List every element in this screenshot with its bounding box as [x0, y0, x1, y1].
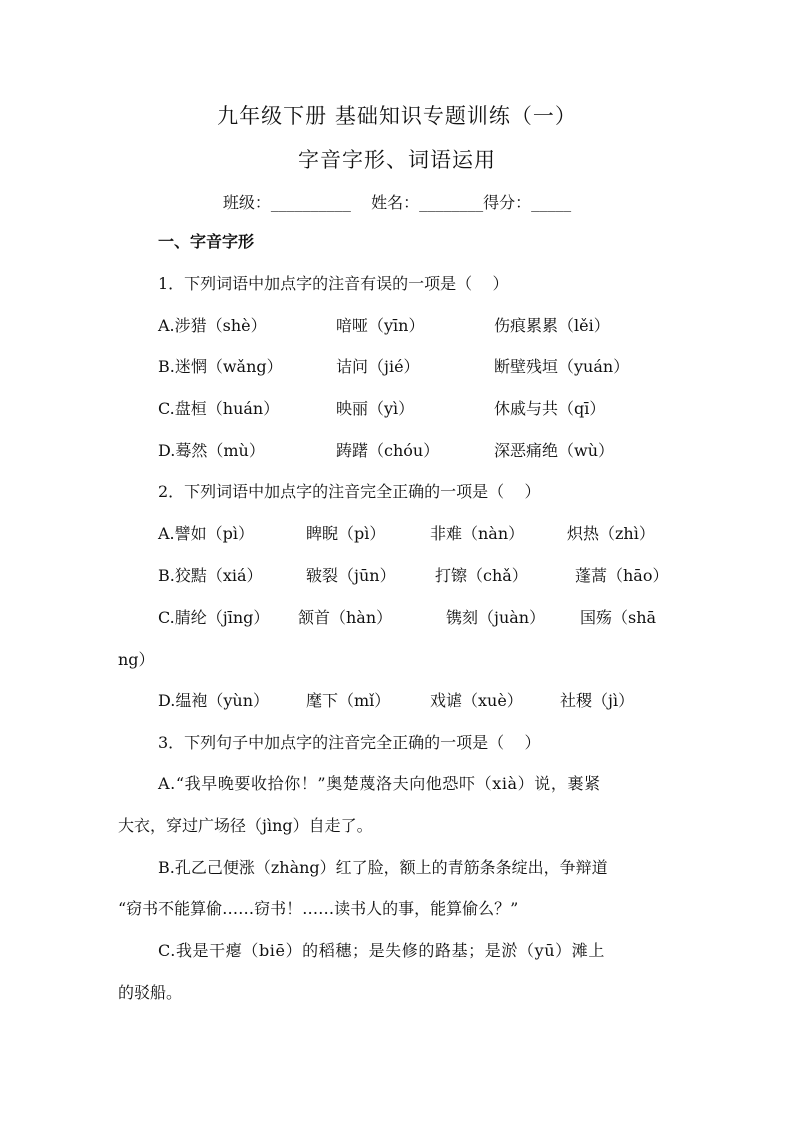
q2-option-b-1: B.狡黠（xiá）: [158, 566, 263, 585]
q2-option-a-4: 炽热（zhì）: [567, 524, 655, 543]
q2-option-d-4: 社稷（jì）: [560, 691, 635, 710]
q1-option-d-1: D.蓦然（mù）: [158, 441, 265, 460]
worksheet-subtitle: 字音字形、词语运用: [298, 148, 496, 172]
q1-option-d-3: 深恶痛绝（wù）: [494, 441, 615, 460]
question-3-stem: 3．下列句子中加点字的注音完全正确的一项是（ ）: [158, 733, 541, 752]
q3-option-a-line-2: 大衣，穿过广场径（jìng）自走了。: [118, 816, 373, 835]
q2-option-d-3: 戏谑（xuè）: [430, 691, 523, 710]
q2-option-c-1: C.腈纶（jīng）: [158, 608, 270, 627]
q2-option-c-2: 颔首（hàn）: [298, 608, 393, 627]
q2-option-a-3: 非难（nàn）: [430, 524, 525, 543]
q1-option-c-3: 休戚与共（qī）: [494, 399, 606, 418]
q2-option-b-4: 蓬蒿（hāo）: [575, 566, 669, 585]
q1-option-c-2: 映丽（yì）: [336, 399, 415, 418]
q1-option-d-2: 踌躇（chóu）: [336, 441, 440, 460]
q1-option-a-1: A.涉猎（shè）: [158, 316, 267, 335]
q2-option-c-wrap: ng）: [118, 650, 155, 669]
student-info-line: 班级：__________ 姓名：________得分：_____: [222, 193, 572, 212]
q1-option-c-1: C.盘桓（huán）: [158, 399, 280, 418]
question-1-stem: 1．下列词语中加点字的注音有误的一项是（ ）: [158, 274, 509, 293]
q2-option-b-2: 皲裂（jūn）: [306, 566, 396, 585]
q1-option-b-1: B.迷惘（wǎng）: [158, 357, 283, 376]
q1-option-a-3: 伤痕累累（lěi）: [494, 316, 610, 335]
q2-option-b-3: 打镲（chǎ）: [435, 566, 528, 585]
q3-option-a-line-1: A.“我早晚要收拾你！”奥楚蔑洛夫向他恐吓（xià）说，裹紧: [158, 774, 601, 793]
q3-option-c-line-2: 的驳船。: [118, 983, 183, 1002]
q1-option-b-3: 断壁残垣（yuán）: [494, 357, 630, 376]
q3-option-b-line-2: “窃书不能算偷……窃书！……读书人的事，能算偷么？”: [118, 899, 519, 918]
q1-option-a-2: 喑哑（yīn）: [336, 316, 425, 335]
question-2-stem: 2．下列词语中加点字的注音完全正确的一项是（ ）: [158, 482, 541, 501]
q1-option-b-2: 诘问（jié）: [336, 357, 420, 376]
worksheet-title: 九年级下册 基础知识专题训练（一）: [217, 104, 577, 128]
section-heading: 一、字音字形: [158, 232, 255, 251]
q2-option-d-2: 麾下（mǐ）: [306, 691, 391, 710]
q3-option-b-line-1: B.孔乙己便涨（zhàng）红了脸，额上的青筋条条绽出，争辩道: [158, 858, 608, 877]
q3-option-c-line-1: C.我是干瘪（biē）的稻穗；是失修的路基；是淤（yū）滩上: [158, 941, 605, 960]
q2-option-a-1: A.譬如（pì）: [158, 524, 255, 543]
q2-option-c-4: 国殇（shā: [580, 608, 657, 627]
q2-option-c-3: 镌刻（juàn）: [446, 608, 546, 627]
q2-option-a-2: 睥睨（pì）: [306, 524, 386, 543]
q2-option-d-1: D.缊袍（yùn）: [158, 691, 269, 710]
